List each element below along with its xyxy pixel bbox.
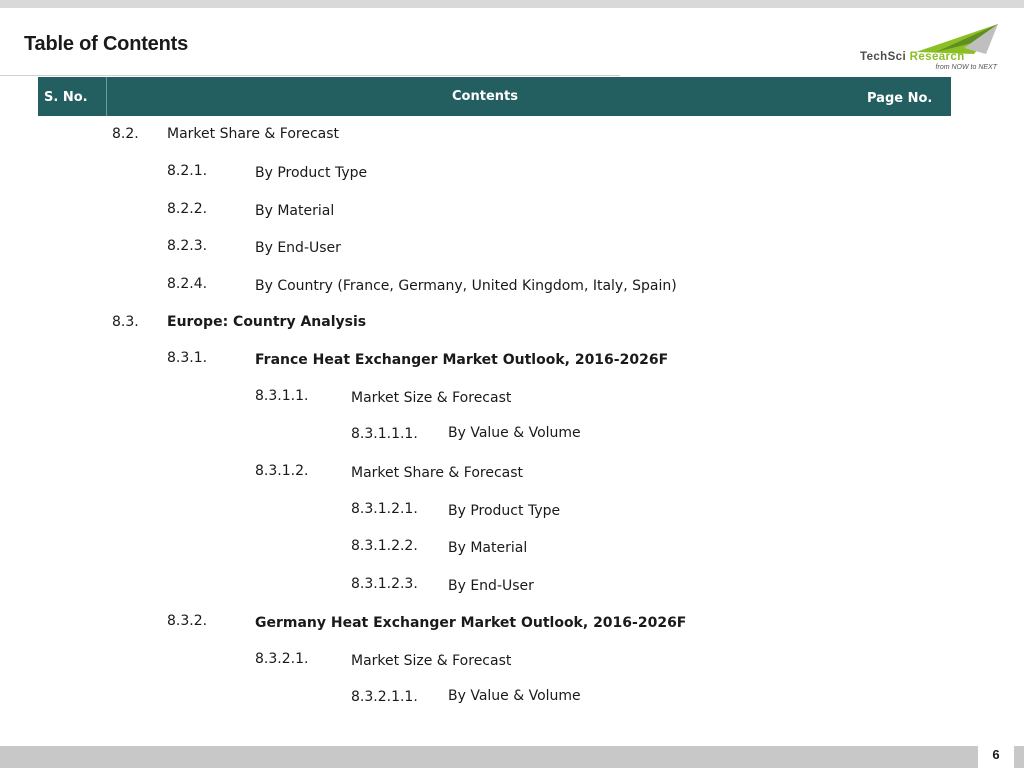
header-divider: [106, 77, 107, 116]
toc-entry-text: Market Size & Forecast: [351, 653, 512, 669]
toc-entry-number: 8.2.3.: [167, 238, 208, 254]
toc-entry-number: 8.2.4.: [167, 276, 208, 292]
toc-entry-text: By Product Type: [255, 165, 368, 181]
page-title: Table of Contents: [24, 33, 189, 55]
header-contents: Contents: [452, 89, 518, 104]
toc-entry-number: 8.2.: [112, 126, 139, 142]
toc-entry-number: 8.3.1.: [167, 350, 208, 366]
toc-entry-text: By Product Type: [448, 503, 561, 519]
toc-entry-number: 8.3.1.1.1.: [351, 426, 418, 442]
logo-triangle-icon: [916, 24, 998, 54]
toc-header-bar: [38, 77, 951, 116]
toc-entry-text: By Value & Volume: [448, 688, 581, 704]
toc-entry-number: 8.2.2.: [167, 201, 208, 217]
header-sno: S. No.: [44, 90, 88, 105]
toc-entry-text: By Material: [255, 203, 335, 219]
toc-entry-number: 8.3.1.2.2.: [351, 538, 418, 554]
toc-entry-number: 8.3.2.1.1.: [351, 689, 418, 705]
toc-entry-number: 8.3.1.2.: [255, 463, 309, 479]
toc-entry-text: France Heat Exchanger Market Outlook, 2016-2026F: [255, 352, 669, 368]
toc-entry-text: Market Size & Forecast: [351, 390, 512, 406]
toc-entry-text: By Country (France, Germany, United Kingdom, Italy, Spain): [255, 278, 677, 294]
page-number: 6: [978, 744, 1014, 768]
toc-entry-number: 8.3.2.: [167, 613, 208, 629]
toc-entry-text: Market Share & Forecast: [351, 465, 524, 481]
toc-entry-text: Europe: Country Analysis: [167, 314, 367, 330]
top-strip: [0, 0, 1024, 8]
toc-entry-text: By Value & Volume: [448, 425, 581, 441]
logo-tagline: from NOW to NEXT: [935, 64, 997, 71]
techsci-logo: [856, 24, 1001, 74]
header-page-no: Page No.: [867, 91, 933, 106]
toc-entry-text: By Material: [448, 540, 528, 556]
toc-entry-number: 8.3.1.1.: [255, 388, 309, 404]
toc-entry-number: 8.3.: [112, 314, 139, 330]
toc-entry-text: By End-User: [448, 578, 534, 594]
footer-strip: [0, 746, 1024, 768]
toc-entry-number: 8.3.1.2.1.: [351, 501, 418, 517]
toc-entry-text: Germany Heat Exchanger Market Outlook, 2016-2026F: [255, 615, 687, 631]
toc-entry-number: 8.2.1.: [167, 163, 208, 179]
logo-wordmark: TechSci Research: [860, 51, 965, 63]
toc-entry-text: Market Share & Forecast: [167, 126, 340, 142]
toc-entry-number: 8.3.2.1.: [255, 651, 309, 667]
toc-entry-number: 8.3.1.2.3.: [351, 576, 418, 592]
title-divider: [0, 75, 620, 76]
toc-entry-text: By End-User: [255, 240, 341, 256]
